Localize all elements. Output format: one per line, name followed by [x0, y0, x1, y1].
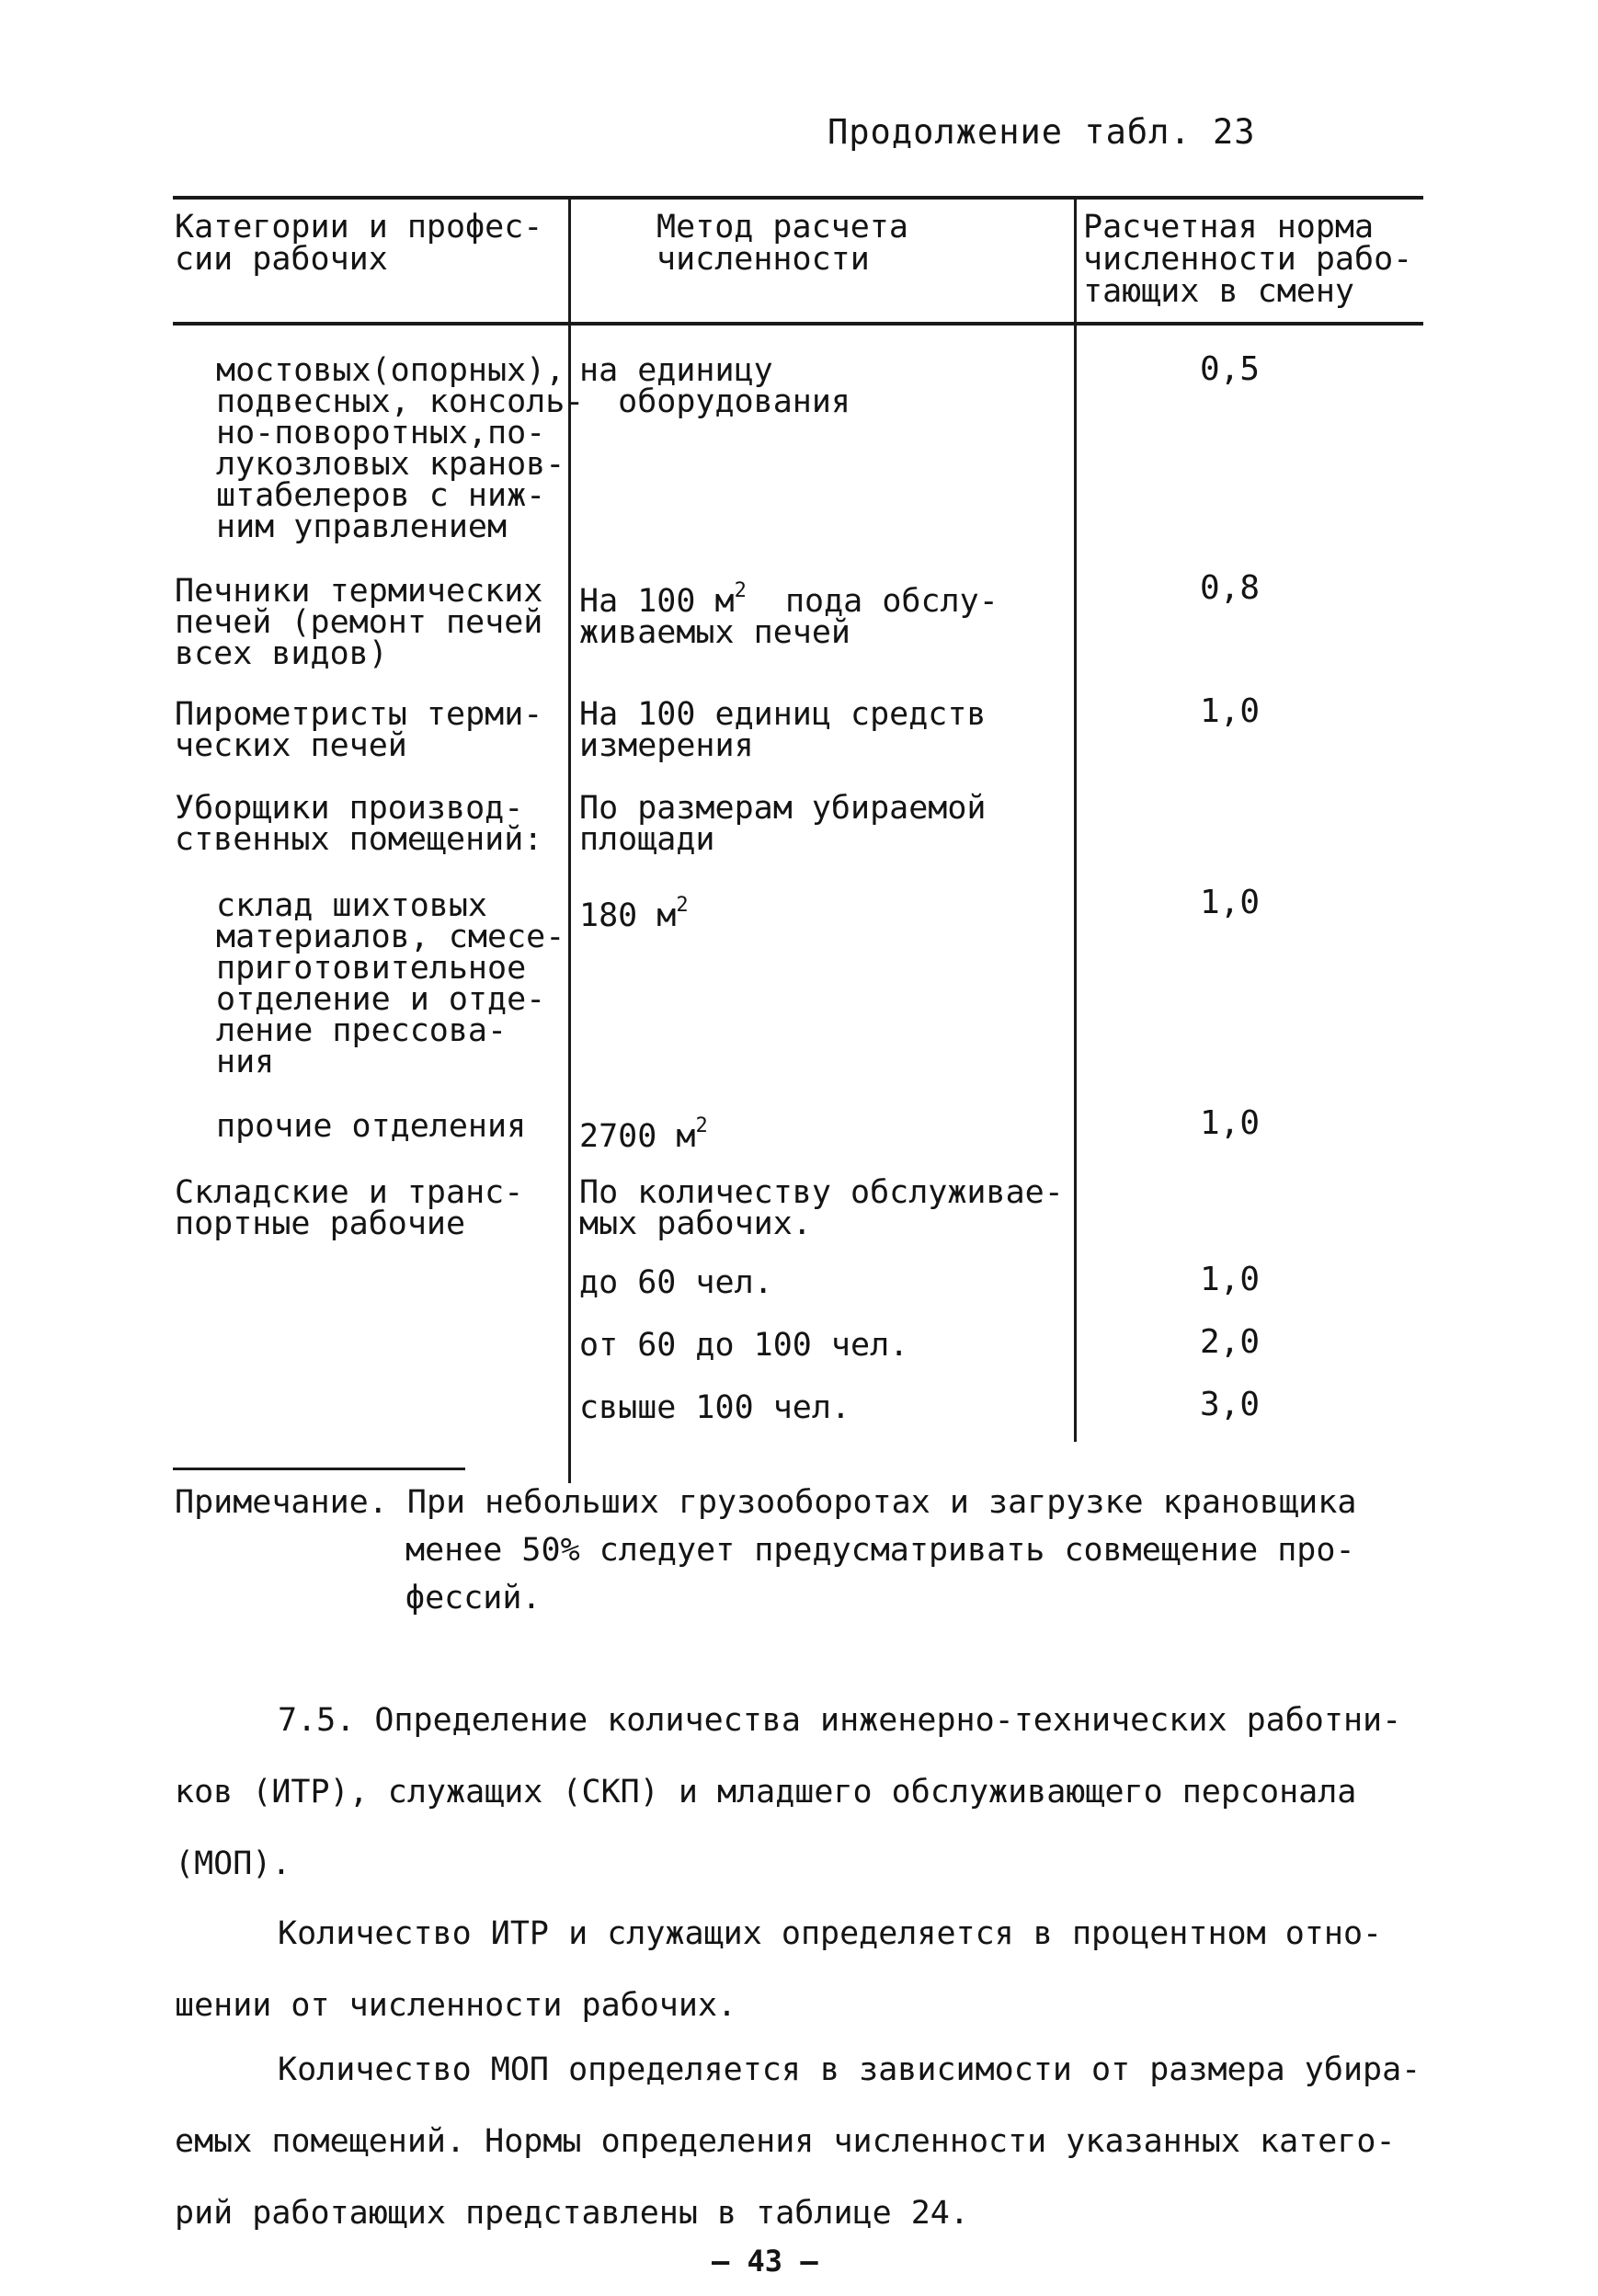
row-storage-method: По количеству обслуживае- мых рабочих.: [579, 1174, 1064, 1242]
row-over-100-method: свыше 100 чел.: [579, 1389, 851, 1426]
row-furnace-norm: 0,8: [1200, 569, 1261, 607]
paragraph-itr: Количество ИТР и служащих определяется в процентном отно- шении от численности рабочих.: [175, 1915, 1383, 2024]
row-over-100-norm: 3,0: [1200, 1386, 1261, 1423]
row-pyrometry-method: На 100 единиц средств измерения: [579, 696, 987, 764]
row-storage-category: Складские и транс- портные рабочие: [175, 1174, 524, 1242]
row-warehouse-method: 180 $м^2$: [579, 894, 689, 934]
paragraph-7-5: 7.5. Определение количества инженерно-технических работни- ков (ИТР), служащих (СКП) и младшего обслуживающего персонала (МОП).: [175, 1702, 1402, 1882]
header-norm: Расчетная норма численности рабо- тающих в смену: [1083, 209, 1413, 310]
column-divider-2: [1074, 196, 1077, 1442]
row-furnace-category: Печники термических печей (ремонт печей всех видов): [175, 573, 543, 672]
header-bottom-rule: [173, 322, 1423, 326]
header-category: Категории и профес- сии рабочих: [175, 209, 543, 278]
page-number: — 43 —: [712, 2244, 818, 2279]
row-60-to-100-method: от 60 до 100 чел.: [579, 1327, 909, 1364]
table-top-rule: [173, 196, 1423, 200]
row-cranes-category: мостовых(опорных), подвесных, консоль- но-поворотных,по- лукозловых кранов- штабелеров с ниж- ним управлением: [216, 352, 585, 545]
header-method: Метод расчета численности: [656, 209, 908, 278]
paragraph-mop: Количество МОП определяется в зависимости от размера убира- емых помещений. Нормы определения численности указанных катего- рий работающих представлены в таблице 24.: [175, 2051, 1421, 2232]
note: Примечание. При небольших грузооборотах и загрузке крановщика менее 50% следует предусматривать совмещение про- фессий.: [175, 1484, 1357, 1616]
row-60-to-100-norm: 2,0: [1200, 1323, 1261, 1361]
table-caption: Продолжение табл. 23: [828, 112, 1256, 152]
note-separator: [173, 1468, 465, 1470]
row-cranes-norm: 0,5: [1200, 350, 1261, 388]
row-pyrometry-norm: 1,0: [1200, 692, 1261, 730]
row-up-to-60-norm: 1,0: [1200, 1261, 1261, 1298]
row-up-to-60-method: до 60 чел.: [579, 1264, 773, 1301]
row-cleaners-category: Уборщики производ- ственных помещений:: [175, 790, 543, 858]
row-warehouse-norm: 1,0: [1200, 884, 1261, 921]
row-other-category: прочие отделения: [216, 1108, 527, 1145]
row-other-norm: 1,0: [1200, 1104, 1261, 1142]
row-cleaners-method: По размерам убираемой площади: [579, 790, 987, 858]
row-cranes-method: на единицу оборудования: [579, 352, 851, 420]
row-pyrometry-category: Пирометристы терми- ческих печей: [175, 696, 543, 764]
note-label: Примечание.: [175, 1484, 388, 1521]
row-other-method: 2700 $м^2$: [579, 1114, 708, 1155]
row-furnace-method: На 100 $м^2$ пода обслу- живаемых печей: [579, 579, 999, 651]
row-warehouse-category: склад шихтовых материалов, смесе- приготовительное отделение и отде- ление прессова- ния: [216, 887, 565, 1080]
